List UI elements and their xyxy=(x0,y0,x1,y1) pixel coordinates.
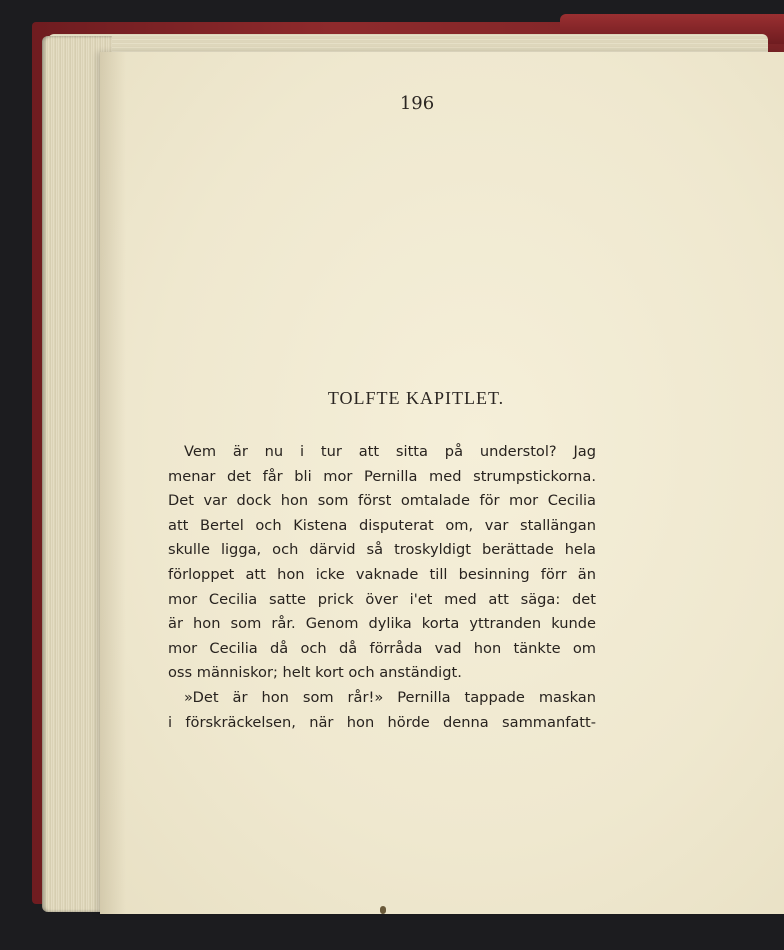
page-gutter-shadow xyxy=(100,52,126,914)
text-line: förloppet att hon icke vaknade till besinning förr än xyxy=(168,565,596,583)
page-number: 196 xyxy=(399,93,435,114)
text-line: att Bertel och Kistena disputerat om, var stallängan xyxy=(168,516,596,534)
text-line: är hon som rår. Genom dylika korta yttranden kunde xyxy=(168,615,596,633)
text-line: mor Cecilia då och då förråda vad hon tänkte om xyxy=(168,639,596,657)
text-line: Det var dock hon som först omtalade för mor Cecilia xyxy=(168,492,596,510)
chapter-title: TOLFTE KAPITLET. xyxy=(327,388,505,408)
text-line: Vem är nu i tur att sitta på understol? Jag xyxy=(184,443,596,460)
text-line: »Det är hon som rår!» Pernilla tappade maskan xyxy=(184,688,596,706)
text-line: menar det får bli mor Pernilla med strumpstickorna. xyxy=(168,467,596,485)
text-line: oss människor; helt kort och anständigt. xyxy=(168,664,462,682)
body-text xyxy=(168,440,596,735)
page-edges-top xyxy=(48,34,768,54)
text-line: i förskräckelsen, när hon hörde denna sammanfatt- xyxy=(168,713,596,731)
text-line: skulle ligga, och därvid så troskyldigt berättade hela xyxy=(168,541,596,559)
page-bottom-mark xyxy=(380,906,386,914)
text-line: mor Cecilia satte prick över i'et med att säga: det xyxy=(168,590,596,608)
